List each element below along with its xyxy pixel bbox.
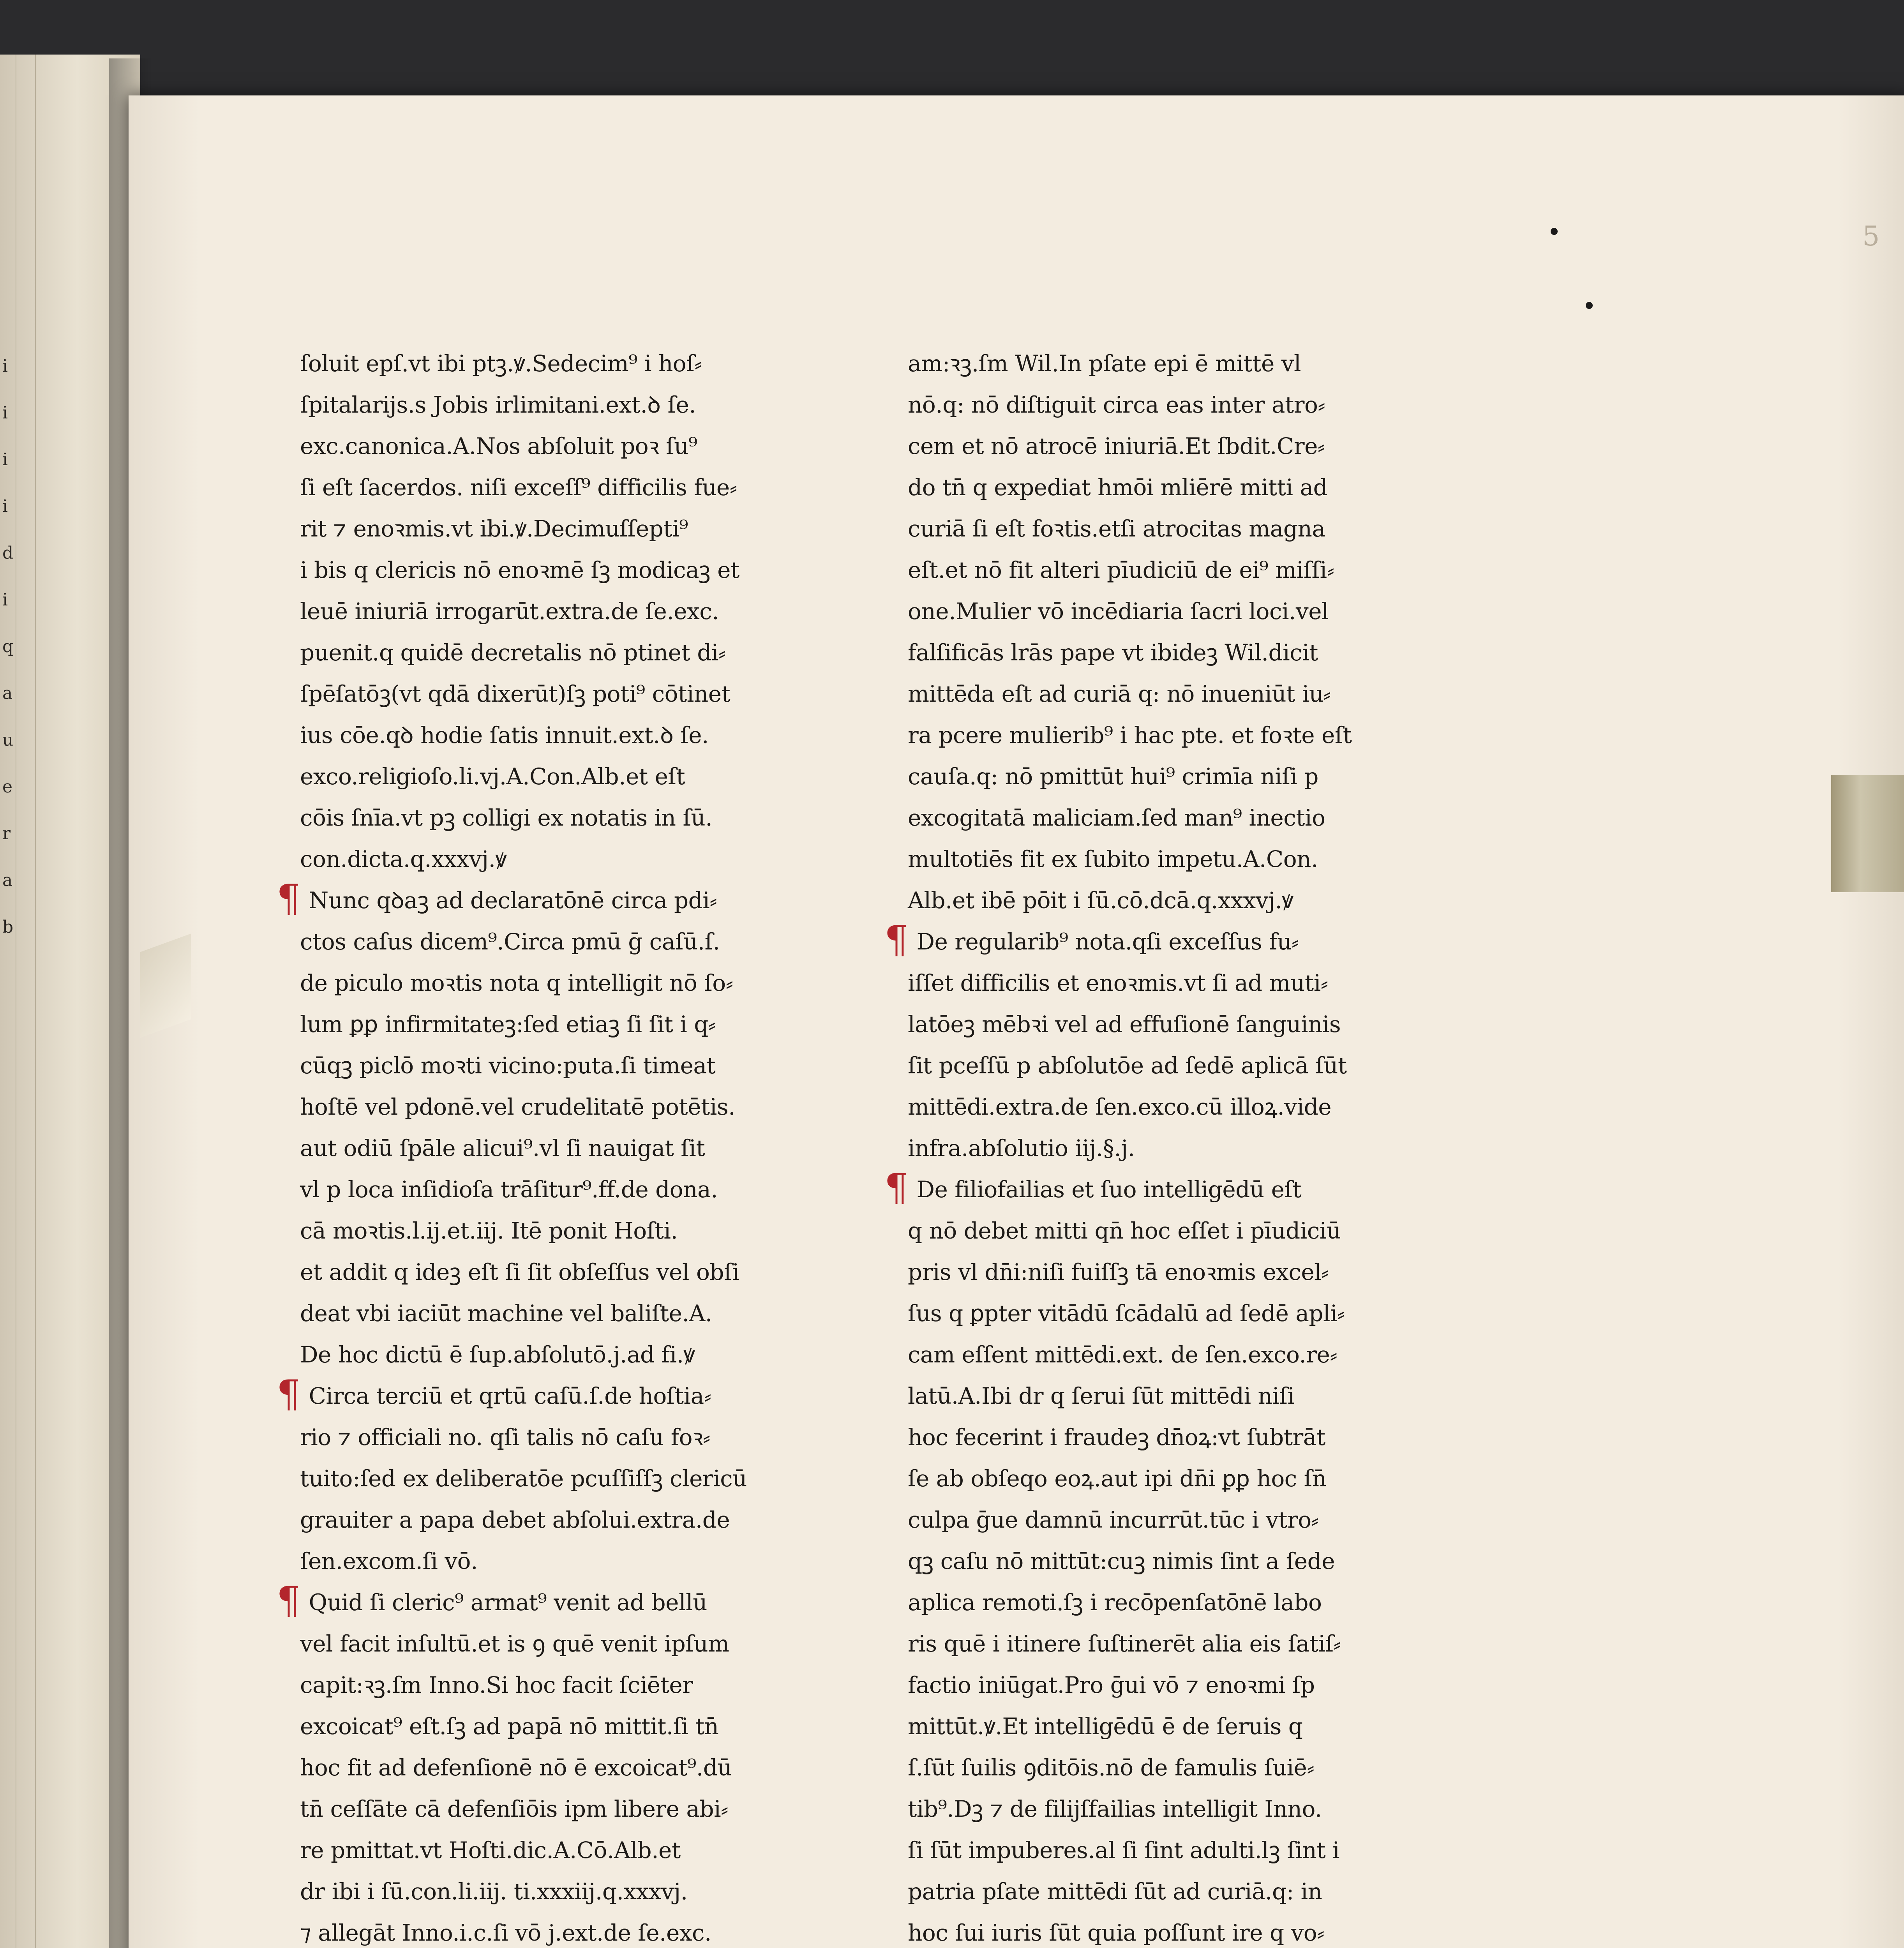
text-line: qꝫ caſu nō mittūt:cuꝫ nimis ſint a ſede xyxy=(908,1548,1335,1574)
facing-page-glyph: e xyxy=(2,777,13,797)
text-line: ſpitalarijs.s Jobis irlimitani.ext.ꝺ ſe. xyxy=(300,392,696,418)
paragraph-mark: ¶ xyxy=(277,1579,300,1622)
text-line: de piculo moꝛtis nota q intelligit nō ſo⸗ xyxy=(300,970,733,996)
text-line: excoicat⁹ eſt.ſꝫ ad papā nō mittit.ſi tn̄ xyxy=(300,1713,719,1740)
text-line: ra pcere mulierib⁹ i hac pte. et foꝛte eſt xyxy=(908,722,1352,748)
wormhole xyxy=(1586,302,1593,309)
text-column-right xyxy=(884,343,1453,1948)
text-line: vel facit inſultū.et is ꝯ quē venit ipſum xyxy=(300,1630,729,1657)
text-line: cūqꝫ piclō moꝛti vicino:puta.ſi timeat xyxy=(300,1052,716,1079)
text-line: leuē iniuriā irrogarūt.extra.de ſe.exc. xyxy=(300,598,719,625)
text-line: aut odiū ſpāle alicui⁹.vl ſi nauigat ſit xyxy=(300,1135,705,1161)
text-line: falſificās lrās pape vt ibideꝫ Wil.dicit xyxy=(908,639,1318,666)
facing-page-glyph: r xyxy=(2,824,11,843)
facing-page-glyph: i xyxy=(2,496,8,516)
text-line: mittēda eſt ad curiā q: nō inueniūt iu⸗ xyxy=(908,681,1331,707)
text-line: multotiēs fit ex ſubito impetu.A.Con. xyxy=(908,846,1318,872)
facing-page-text-fragments xyxy=(2,343,26,951)
text-line: dr ibi i ſū.con.li.iij. ti.xxxiij.q.xxxvj. xyxy=(300,1878,688,1905)
text-line: patria pſate mittēdi ſūt ad curiā.q: in xyxy=(908,1878,1322,1905)
text-line: et addit q ideꝫ eſt ſi ſit obſeſſus vel obſi xyxy=(300,1259,739,1285)
text-line: exco.religioſo.li.vj.A.Con.Alb.et eſt xyxy=(300,763,685,790)
facing-page-glyph: i xyxy=(2,403,8,423)
text-column-left xyxy=(277,343,845,1948)
facing-page-glyph: i xyxy=(2,450,8,469)
text-line: excogitatā maliciam.ſed man⁹ inectio xyxy=(908,805,1325,831)
facing-page-glyph: a xyxy=(2,683,13,703)
text-line: ſus q ꝑpter vitādū ſcādalū ad ſedē apli⸗ xyxy=(908,1300,1345,1327)
text-line: ctos caſus dicem⁹.Circa pmū ḡ caſū.ſ. xyxy=(300,928,720,955)
text-line: hoſtē vel pdonē.vel crudelitatē potētis. xyxy=(300,1094,736,1120)
text-line: curiā ſi eſt foꝛtis.etſi atrocitas magna xyxy=(908,515,1325,542)
text-line: mittūt.ꝟ.Et intelligēdū ē de ſeruis q xyxy=(908,1713,1303,1740)
text-line: vl p loca inſidioſa trāſitur⁹.ff.de dona. xyxy=(300,1176,718,1203)
facing-page-glyph: b xyxy=(2,917,14,937)
text-line: mittēdi.extra.de ſen.exco.cū illoꝝ.vide xyxy=(908,1094,1332,1120)
text-line: aplica remoti.ſꝫ i recōpenſatōnē labo xyxy=(908,1589,1322,1616)
text-line: q nō debet mitti qn̄ hoc eſſet i pīudiciū xyxy=(908,1218,1341,1244)
text-line: ris quē i itinere ſuſtinerēt alia eis ſatiſ⸗ xyxy=(908,1630,1341,1657)
text-line: hoc ſui iuris ſūt quia poſſunt ire q vo⸗ xyxy=(908,1920,1325,1946)
text-line: re pmittat.vt Hoſti.dic.A.Cō.Alb.et xyxy=(300,1837,681,1863)
text-line: cam eſſent mittēdi.ext. de ſen.exco.re⸗ xyxy=(908,1341,1338,1368)
facing-page-glyph: q xyxy=(2,637,14,656)
facing-page-glyph: a xyxy=(2,870,13,890)
text-line: iſſet difficilis et enoꝛmis.vt ſi ad muti⸗ xyxy=(908,970,1328,996)
text-line: ¶ De regularib⁹ nota.qſi exceſſus fu⸗ xyxy=(884,918,1299,962)
text-line: pris vl dn̄i:niſi fuiſſꝫ tā enoꝛmis excel⸗ xyxy=(908,1259,1329,1285)
facing-page-glyph: i xyxy=(2,590,8,610)
text-line: con.dicta.q.xxxvj.ꝟ xyxy=(300,846,507,872)
text-line: tuito:ſed ex deliberatōe pcuſſiſſꝫ clericū xyxy=(300,1465,747,1492)
text-line: Alb.et ibē pōit i ſū.cō.dcā.q.xxxvj.ꝟ xyxy=(908,887,1293,914)
page-edge-line xyxy=(35,55,36,1948)
text-line: ¶ De filiofailias et ſuo intelligēdū eſt xyxy=(884,1166,1302,1209)
text-line: culpa ḡue damnū incurrūt.tūc i vtro⸗ xyxy=(908,1507,1319,1533)
text-line: lum ꝑꝑ infirmitateꝫ:ſed etiaꝫ ſi ſit i q⸗ xyxy=(300,1011,716,1038)
text-line: ¶ Quid ſi cleric⁹ armat⁹ venit ad bellū xyxy=(277,1579,707,1622)
text-line: grauiter a papa debet abſolui.extra.de xyxy=(300,1507,730,1533)
wormhole xyxy=(1551,228,1558,235)
text-line: ⁊ allegāt Inno.i.c.ſi vō j.ext.de ſe.exc. xyxy=(300,1920,711,1946)
text-line: do tn̄ q expediat hmōi mliērē mitti ad xyxy=(908,474,1328,501)
text-line: puenit.q quidē decretalis nō ptinet di⸗ xyxy=(300,639,726,666)
text-line: rit ⁊ enoꝛmis.vt ibi.ꝟ.Decimuſſepti⁹ xyxy=(300,515,688,542)
text-line: ſ.ſūt ſuilis ꝯditōis.nō de famulis ſuiē⸗ xyxy=(908,1754,1315,1781)
text-line: factio iniūgat.Pro ḡui vō ⁊ enoꝛmi ſp xyxy=(908,1672,1315,1698)
text-line: am:ꝛꝫ.ſm Wil.In pſate epi ē mittē vl xyxy=(908,350,1301,377)
text-line: cā moꝛtis.l.ij.et.iij. Itē ponit Hoſti. xyxy=(300,1218,678,1244)
text-line: ſpēſatōꝫ(vt qdā dixerūt)ſꝫ poti⁹ cōtinet xyxy=(300,681,731,707)
text-line: eſt.et nō fit alteri pīudiciū de ei⁹ miſſi⸗ xyxy=(908,557,1334,583)
paragraph-mark: ¶ xyxy=(884,918,908,962)
text-line: i bis q clericis nō enoꝛmē ſꝫ modicaꝫ et xyxy=(300,557,739,583)
text-line: exc.canonica.A.Nos abſoluit poꝛ ſu⁹ xyxy=(300,433,697,459)
text-line: cem et nō atrocē iniuriā.Et ſbdit.Cre⸗ xyxy=(908,433,1325,459)
text-line: hoc fit ad defenſionē nō ē excoicat⁹.dū xyxy=(300,1754,732,1781)
text-line: cauſa.q: nō pmittūt hui⁹ crimīa niſi p xyxy=(908,763,1318,790)
facing-page-glyph: i xyxy=(2,356,8,376)
text-line: ſi eſt ſacerdos. niſi exceſſ⁹ difficilis fue⸗ xyxy=(300,474,737,501)
paragraph-mark: ¶ xyxy=(884,1166,908,1209)
facing-page-glyph: d xyxy=(2,543,14,563)
text-line: hoc fecerint i fraudeꝫ dn̄oꝝ:vt ſubtrāt xyxy=(908,1424,1325,1450)
text-line: De hoc dictū ē ſup.abſolutō.j.ad fi.ꝟ xyxy=(300,1341,695,1368)
text-line: ſi ſūt impuberes.al ſi ſint adulti.lꝫ ſint i xyxy=(908,1837,1340,1863)
text-line: cōis ſnīa.vt pꝫ colligi ex notatis in ſū. xyxy=(300,805,713,831)
paragraph-mark: ¶ xyxy=(277,877,300,920)
text-line: ſoluit epſ.vt ibi ptꝫ.ꝟ.Sedecim⁹ i hoſ⸗ xyxy=(300,350,702,377)
bookmark-strip xyxy=(1831,775,1904,892)
folio-mark: 5 xyxy=(1862,220,1880,252)
text-line: ſen.excom.ſi vō. xyxy=(300,1548,478,1574)
facing-page-glyph: u xyxy=(2,730,14,750)
text-line: ſit pceſſū p abſolutōe ad ſedē aplicā ſūt xyxy=(908,1052,1347,1079)
text-line: capit:ꝛꝫ.ſm Inno.Si hoc facit ſciēter xyxy=(300,1672,693,1698)
text-line: one.Mulier vō incēdiaria ſacri loci.vel xyxy=(908,598,1329,625)
text-line: ſe ab obſeqo eoꝝ.aut ipi dn̄i ꝑꝑ hoc ſn̄ xyxy=(908,1465,1327,1492)
text-line: infra.abſolutio iij.§.j. xyxy=(908,1135,1135,1161)
text-line: ius cōe.qꝺ hodie ſatis innuit.ext.ꝺ ſe. xyxy=(300,722,709,748)
text-line: nō.q: nō diſtiguit circa eas inter atro⸗ xyxy=(908,392,1325,418)
text-line: latū.A.Ibi dr q ſerui ſūt mittēdi niſi xyxy=(908,1383,1295,1409)
text-line: latōeꝫ mēbꝛi vel ad effuſionē ſanguinis xyxy=(908,1011,1341,1038)
text-line: deat vbi iaciūt machine vel baliſte.A. xyxy=(300,1300,712,1327)
text-line: ¶ Circa terciū et qrtū caſū.ſ.de hoſtia⸗ xyxy=(277,1372,711,1416)
paragraph-mark: ¶ xyxy=(277,1372,300,1416)
text-line: ¶ Nunc qꝺaꝫ ad declaratōnē circa pdi⸗ xyxy=(277,877,717,920)
text-line: tn̄ ceſſāte cā defenſiōis ipm libere abi⸗ xyxy=(300,1796,728,1822)
text-line: tib⁹.Dꝫ ⁊ de filijſfailias intelligit Inno. xyxy=(908,1796,1322,1822)
text-line: rio ⁊ officiali no. qſi talis nō caſu foꝛ⸗ xyxy=(300,1424,710,1450)
